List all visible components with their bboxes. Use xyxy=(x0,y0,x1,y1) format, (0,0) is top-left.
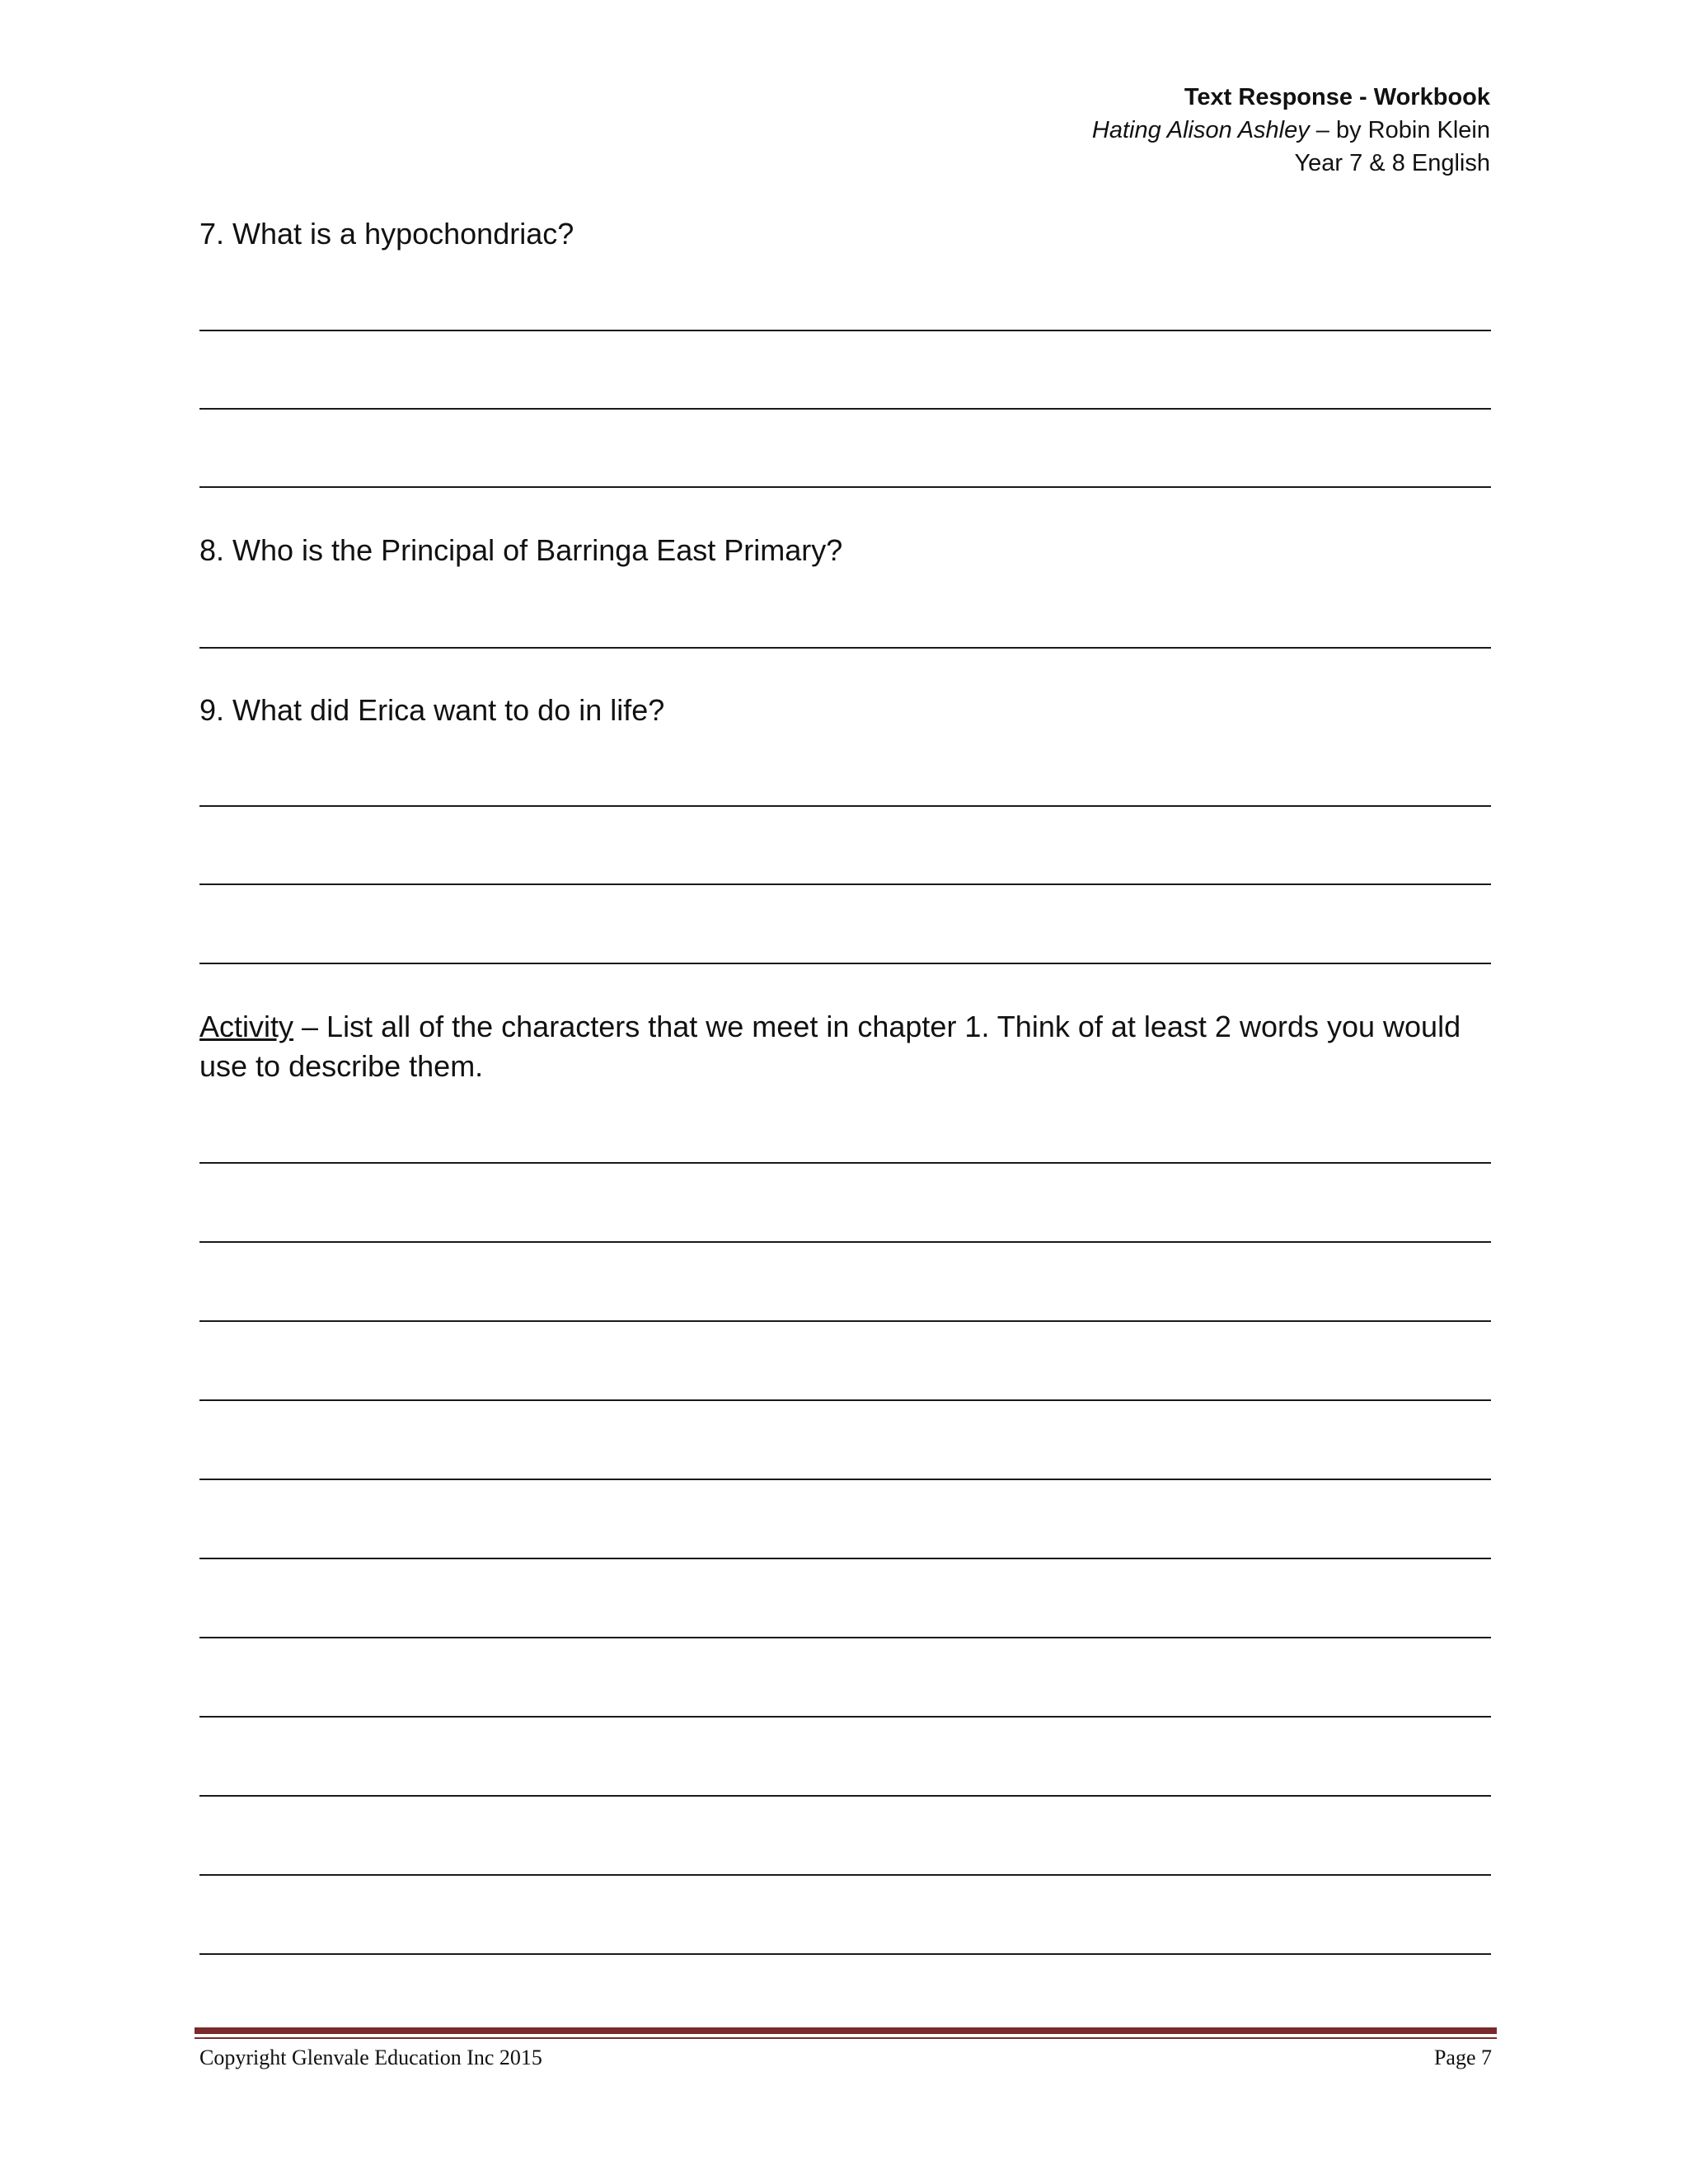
workbook-title: Text Response - Workbook xyxy=(1184,84,1490,110)
answer-line[interactable] xyxy=(199,1953,1491,1955)
course-label: Year 7 & 8 English xyxy=(1294,150,1490,176)
book-title: Hating Alison Ashley xyxy=(1091,117,1310,143)
book-line xyxy=(1092,114,1490,147)
answer-line[interactable] xyxy=(199,1795,1491,1797)
answer-line[interactable] xyxy=(199,1874,1491,1876)
answer-line[interactable] xyxy=(199,1320,1491,1322)
answer-line[interactable] xyxy=(199,805,1491,807)
answer-line[interactable] xyxy=(199,647,1491,649)
activity-text: – List all of the characters that we meet in chapter 1. Think of at least 2 words you would use to describe them. xyxy=(199,1010,1461,1083)
answer-line[interactable] xyxy=(199,1637,1491,1638)
answer-line[interactable] xyxy=(199,883,1491,885)
footer-rule-thin xyxy=(195,2037,1497,2039)
book-author: – by Robin Klein xyxy=(1309,117,1490,143)
answer-line[interactable] xyxy=(199,330,1491,331)
question-7: 7. What is a hypochondriac? xyxy=(199,217,574,251)
answer-line[interactable] xyxy=(199,1399,1491,1401)
answer-line[interactable] xyxy=(199,1162,1491,1164)
page-number: Page 7 xyxy=(1433,2046,1492,2069)
answer-line[interactable] xyxy=(199,1241,1491,1243)
answer-line[interactable] xyxy=(199,486,1491,488)
question-9: 9. What did Erica want to do in life? xyxy=(199,693,665,727)
answer-line[interactable] xyxy=(199,408,1491,410)
answer-line[interactable] xyxy=(199,963,1491,964)
answer-line[interactable] xyxy=(199,1558,1491,1559)
activity-instructions xyxy=(199,1007,1502,1086)
question-8: 8. Who is the Principal of Barringa East Primary? xyxy=(199,533,843,567)
activity-label: Activity xyxy=(199,1010,294,1043)
answer-line[interactable] xyxy=(199,1716,1491,1718)
answer-line[interactable] xyxy=(199,1479,1491,1480)
footer-rule xyxy=(195,2027,1497,2034)
copyright-text: Copyright Glenvale Education Inc 2015 xyxy=(199,2046,542,2069)
page-header xyxy=(1092,81,1490,180)
